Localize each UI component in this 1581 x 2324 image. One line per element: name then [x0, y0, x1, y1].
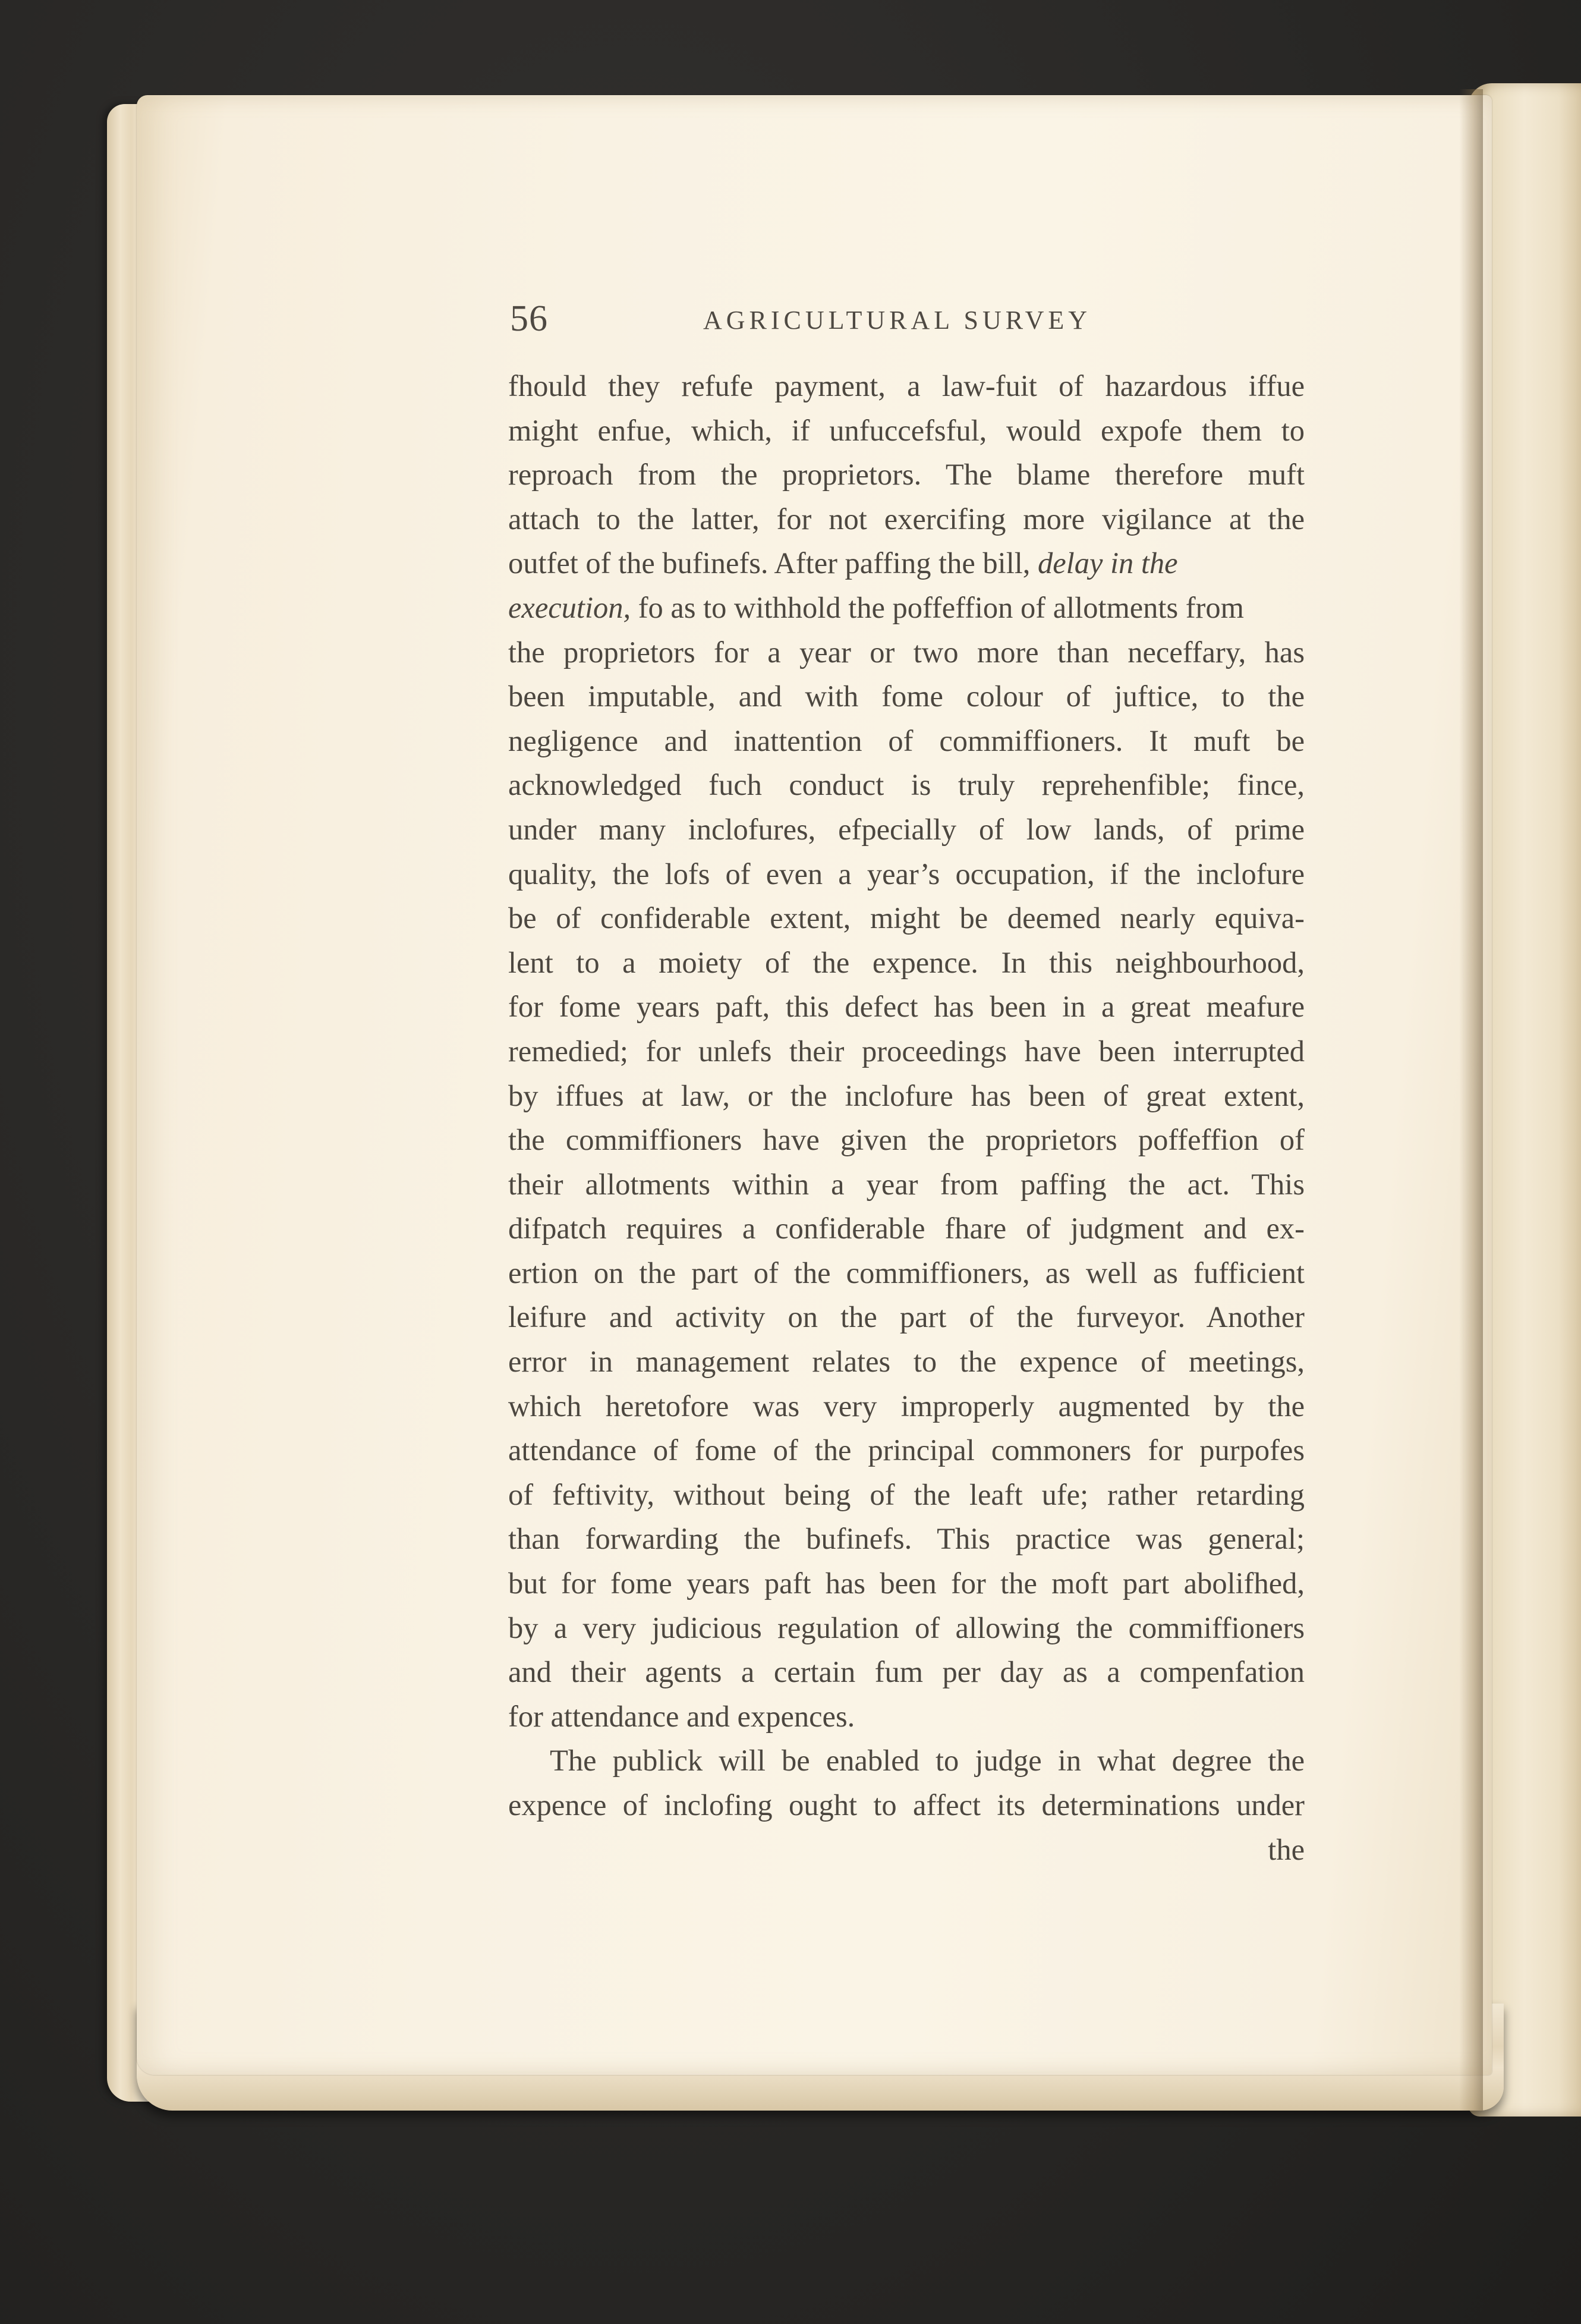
body-text — [508, 364, 1305, 1872]
text-line: their allotments within a year from paffing the act. This — [508, 1167, 1305, 1201]
text-line: been imputable, and with fome colour of juftice, to the — [508, 680, 1305, 713]
text-line: attendance of fome of the principal commoners for purpofes — [508, 1433, 1305, 1467]
text-line: be of confiderable extent, might be deemed nearly equiva- — [508, 901, 1305, 935]
text-line: The publick will be enabled to judge in what degree the — [550, 1744, 1305, 1778]
text-line: by a very judicious regulation of allowing the commiffioners — [508, 1611, 1305, 1644]
text-line: under many inclofures, efpecially of low lands, of prime — [508, 812, 1305, 846]
text-line: remedied; for unlefs their proceedings have been interrupted — [508, 1034, 1305, 1068]
text-line: attach to the latter, for not exercifing more vigilance at the — [508, 502, 1305, 536]
text-line: the commiffioners have given the proprietors poffeffion of — [508, 1123, 1305, 1157]
text-line: the proprietors for a year or two more than neceffary, has — [508, 635, 1305, 669]
text-line: ertion on the part of the commiffioners, as well as fufficient — [508, 1256, 1305, 1290]
text-line: than forwarding the bufinefs. This practice was general; — [508, 1522, 1305, 1556]
text-line: quality, the lofs of even a year’s occupation, if the inclofure — [508, 857, 1305, 891]
text-line: which heretofore was very improperly augmented by the — [508, 1389, 1305, 1423]
text-line: lent to a moiety of the expence. In this neighbourhood, — [508, 945, 1305, 979]
text-line: acknowledged fuch conduct is truly reprehenfible; fince, — [508, 768, 1305, 802]
text-line-mixed — [508, 541, 1305, 586]
text-line: fhould they refufe payment, a law-fuit of hazardous iffue — [508, 369, 1305, 402]
text-italic: execution, — [508, 590, 631, 624]
text-line: for attendance and expences. — [508, 1699, 855, 1733]
text-line: for fome years paft, this defect has been in a great meafure — [508, 990, 1305, 1024]
text-line: leifure and activity on the part of the furveyor. Another — [508, 1300, 1305, 1334]
text-line: negligence and inattention of commiffioners. It muft be — [508, 724, 1305, 757]
text-roman: outfet of the bufinefs. After paffing the bill, — [508, 546, 1031, 580]
text-italic: delay in the — [1038, 546, 1178, 580]
text-line: might enfue, which, if unfuccefsful, would expofe them to — [508, 413, 1305, 447]
catchword: the — [1268, 1832, 1305, 1866]
running-head — [510, 295, 1306, 342]
text-line: expence of inclofing ought to affect its determinations under — [508, 1788, 1305, 1822]
text-line-mixed — [508, 586, 1305, 630]
text-line: of feftivity, without being of the leaft ufe; rather retarding — [508, 1477, 1305, 1511]
text-roman: fo as to withhold the poffeffion of allotments from — [631, 590, 1244, 624]
text-line: difpatch requires a confiderable fhare of judgment and ex- — [508, 1212, 1305, 1246]
text-line: by iffues at law, or the inclofure has been of great extent, — [508, 1078, 1305, 1112]
text-line: error in management relates to the expence of meetings, — [508, 1345, 1305, 1379]
page-header-title: AGRICULTURAL SURVEY — [703, 306, 1092, 335]
gutter-shadow — [1459, 89, 1483, 2111]
page-number: 56 — [510, 298, 548, 339]
text-line: but for fome years paft has been for the moft part abolifhed, — [508, 1567, 1305, 1600]
text-line: and their agents a certain fum per day as a compenfation — [508, 1655, 1305, 1689]
text-line: reproach from the proprietors. The blame therefore muft — [508, 458, 1305, 492]
